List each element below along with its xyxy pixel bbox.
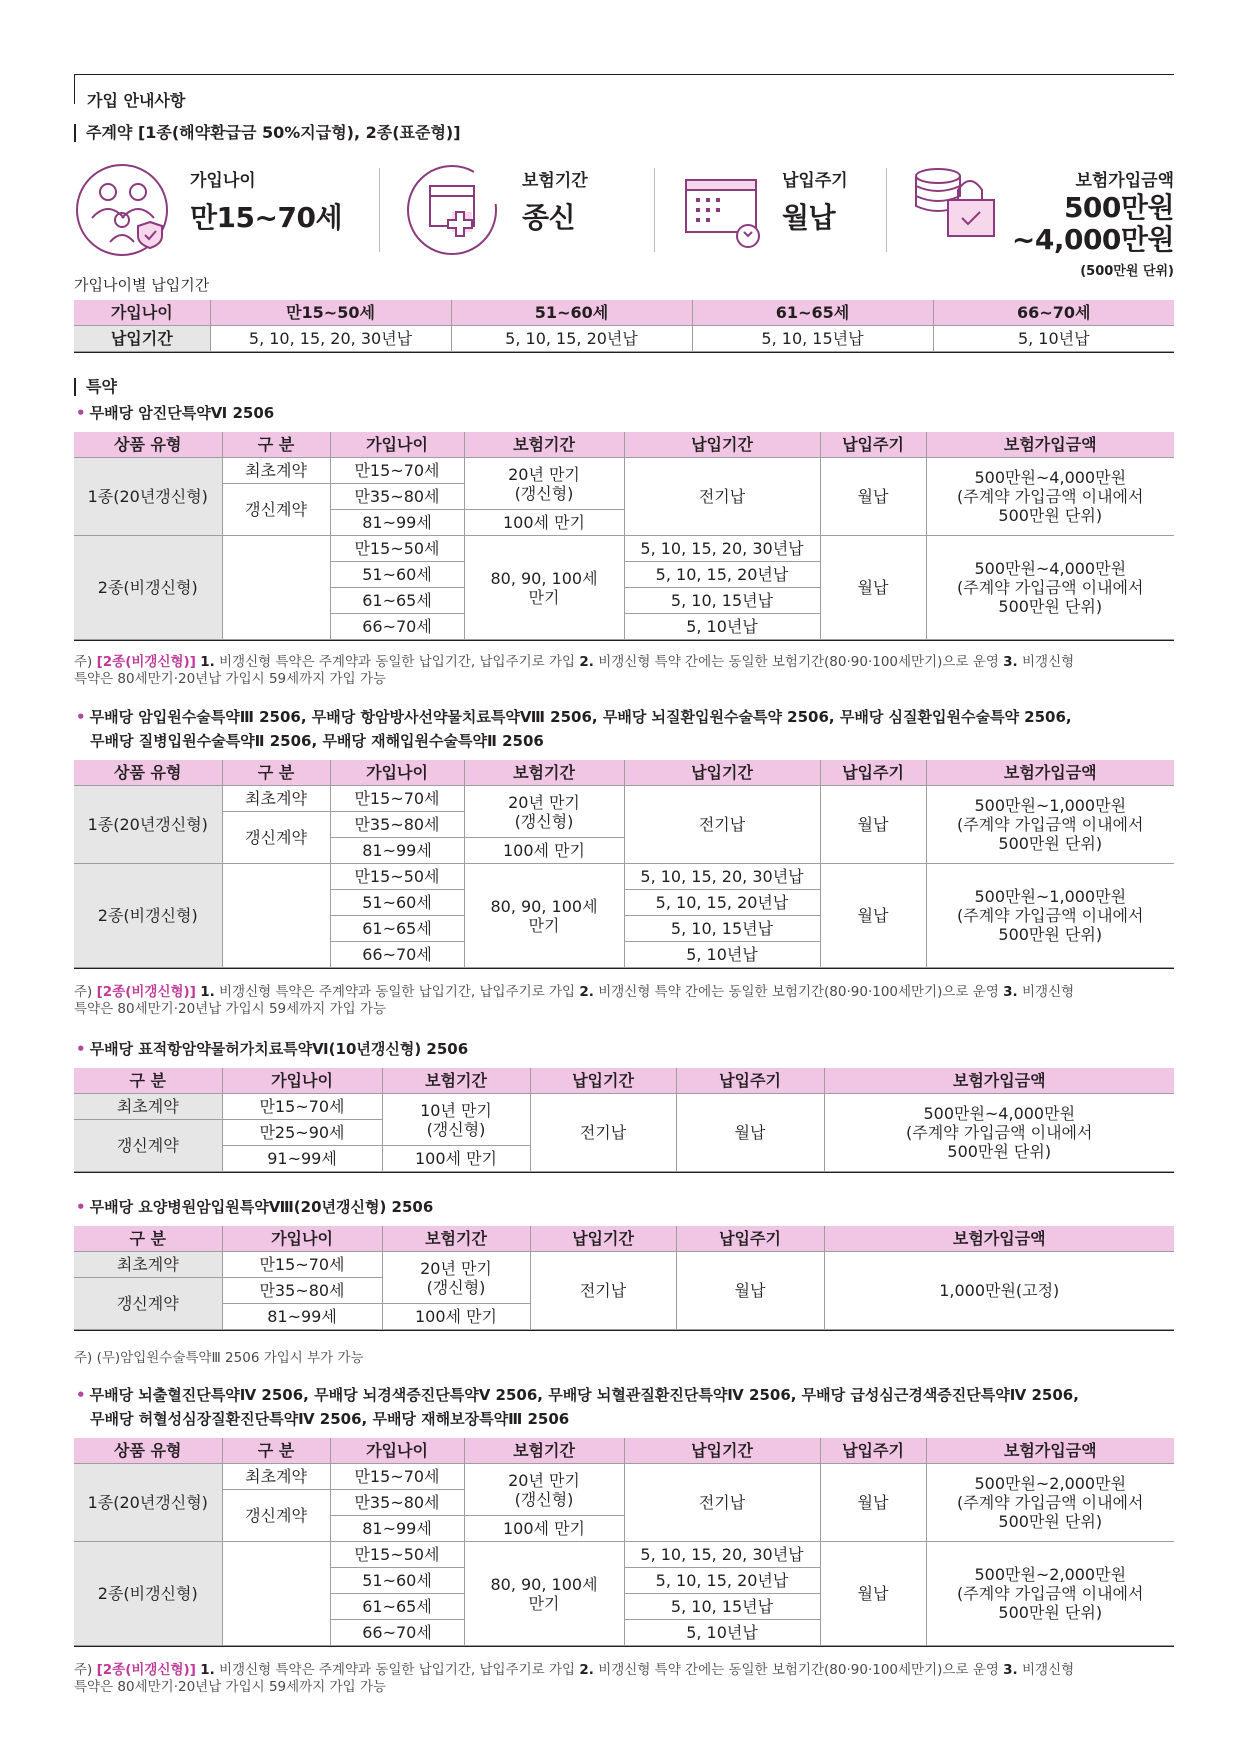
table-cell: 전기납 <box>530 1252 676 1330</box>
type-cell: 2종(비갱신형) <box>74 536 222 640</box>
col-header: 보험기간 <box>464 432 624 458</box>
table-cell: 만15~70세 <box>330 786 464 812</box>
amount-label: 보험가입금액 <box>1075 171 1174 191</box>
col-header: 보험가입금액 <box>926 1438 1174 1464</box>
type-cell: 1종(20년갱신형) <box>74 458 222 536</box>
term-icon <box>404 160 504 264</box>
term-value: 종신 <box>522 201 576 234</box>
table-cell: 66~70세 <box>330 1620 464 1646</box>
table-cell: 500만원~2,000만원 (주계약 가입금액 이내에서 500만원 단위) <box>926 1542 1174 1646</box>
riders-heading: 특약 <box>74 378 117 396</box>
table-cell <box>222 1542 330 1646</box>
col-header: 구 분 <box>74 1068 222 1094</box>
table-cell: 최초계약 <box>74 1252 222 1278</box>
rider-5-title-2: 무배당 허혈성심장질환진단특약Ⅳ 2506, 무배당 재해보장특약Ⅲ 2506 <box>90 1410 570 1428</box>
age-pay-title: 가입나이별 납입기간 <box>74 276 210 294</box>
table-cell: 500만원~1,000만원 (주계약 가입금액 이내에서 500만원 단위) <box>926 786 1174 864</box>
col-header: 보험기간 <box>382 1226 530 1252</box>
col-header: 61~65세 <box>692 300 933 326</box>
col-header: 보험기간 <box>382 1068 530 1094</box>
table-cell: 만15~50세 <box>330 1542 464 1568</box>
table-cell: 최초계약 <box>222 458 330 484</box>
table-cell: 최초계약 <box>222 1464 330 1490</box>
pay-cycle-icon <box>680 166 770 260</box>
amount-value-2: ~4,000만원 <box>1011 223 1174 256</box>
col-header: 납입기간 <box>624 760 820 786</box>
table-cell: 80, 90, 100세 만기 <box>464 536 624 640</box>
rider-2-title-2: 무배당 질병입원수술특약Ⅱ 2506, 무배당 재해입원수술특약Ⅱ 2506 <box>90 732 544 750</box>
main-contract-heading: 주계약 [1종(해약환급금 50%지급형), 2종(표준형)] <box>74 124 461 142</box>
type-cell: 1종(20년갱신형) <box>74 786 222 864</box>
table-cell: 81~99세 <box>330 510 464 536</box>
table-cell: 66~70세 <box>330 942 464 968</box>
rider-1-title: • 무배당 암진단특약Ⅵ 2506 <box>76 404 275 422</box>
rider-5-note: 주) [2종(비갱신형)] 1. 비갱신형 특약은 주계약과 동일한 납입기간, 납입주기로 가입 2. 비갱신형 특약 간에는 동일한 보험기간(80·90·100세만기)으로 운영 3. 비갱신형 특약은 80세만기·20년납 가입시 59세까지 가입 가능 <box>74 1662 1075 1695</box>
col-header: 납입기간 <box>530 1226 676 1252</box>
col-header: 가입나이 <box>74 300 210 326</box>
table-cell: 5, 10년납 <box>624 942 820 968</box>
table-cell: 만15~70세 <box>330 458 464 484</box>
rider-4-title: • 무배당 요양병원암입원특약Ⅷ(20년갱신형) 2506 <box>76 1198 434 1216</box>
table-cell: 전기납 <box>530 1094 676 1172</box>
table-cell: 월납 <box>676 1252 824 1330</box>
table-cell: 만15~70세 <box>330 1464 464 1490</box>
amount-unit-note: (500만원 단위) <box>1080 264 1174 279</box>
pay-cycle-value: 월납 <box>782 201 836 234</box>
table-cell: 5, 10, 15년납 <box>624 588 820 614</box>
rider-3-title: • 무배당 표적항암약물허가치료특약Ⅵ(10년갱신형) 2506 <box>76 1040 469 1058</box>
col-header: 만15~50세 <box>210 300 451 326</box>
rider-4-table <box>74 1226 1174 1331</box>
col-header: 납입주기 <box>820 760 926 786</box>
table-cell: 월납 <box>820 1542 926 1646</box>
table-cell: 월납 <box>820 786 926 864</box>
table-cell: 20년 만기 (갱신형) <box>382 1252 530 1304</box>
table-cell: 만35~80세 <box>330 812 464 838</box>
table-cell: 66~70세 <box>330 614 464 640</box>
page-title: 가입 안내사항 <box>87 91 186 110</box>
table-cell: 월납 <box>820 458 926 536</box>
age-icon <box>74 160 174 264</box>
col-header: 보험가입금액 <box>926 432 1174 458</box>
term-label: 보험기간 <box>522 171 588 191</box>
table-cell: 61~65세 <box>330 588 464 614</box>
col-header: 51~60세 <box>451 300 692 326</box>
rider-2-table <box>74 760 1174 969</box>
calendar-cycle-icon <box>680 166 770 256</box>
col-header: 가입나이 <box>330 432 464 458</box>
table-cell: 500만원~4,000만원 (주계약 가입금액 이내에서 500만원 단위) <box>926 458 1174 536</box>
rider-4-note: 주) (무)암입원수술특약Ⅲ 2506 가입시 부가 가능 <box>74 1350 364 1366</box>
table-cell: 전기납 <box>624 786 820 864</box>
rider-1-table <box>74 432 1174 641</box>
col-header: 보험가입금액 <box>824 1226 1174 1252</box>
age-pay-table <box>74 300 1174 353</box>
col-header: 납입기간 <box>624 432 820 458</box>
calendar-medical-icon <box>404 160 504 260</box>
table-cell: 100세 만기 <box>464 1516 624 1542</box>
col-header: 구 분 <box>222 1438 330 1464</box>
table-cell: 만25~90세 <box>222 1120 382 1146</box>
table-cell: 만15~70세 <box>222 1094 382 1120</box>
table-cell: 51~60세 <box>330 562 464 588</box>
amount-value-1: 500만원 <box>1063 191 1174 224</box>
table-cell: 5, 10, 15, 20년납 <box>451 326 692 352</box>
table-cell: 500만원~1,000만원 (주계약 가입금액 이내에서 500만원 단위) <box>926 864 1174 968</box>
table-cell: 5, 10, 15, 20년납 <box>624 1568 820 1594</box>
table-cell: 100세 만기 <box>464 510 624 536</box>
col-header: 가입나이 <box>330 1438 464 1464</box>
type-cell: 1종(20년갱신형) <box>74 1464 222 1542</box>
table-cell: 100세 만기 <box>464 838 624 864</box>
table-cell: 월납 <box>820 864 926 968</box>
table-cell: 5, 10, 15년납 <box>624 916 820 942</box>
table-cell: 51~60세 <box>330 890 464 916</box>
col-header: 상품 유형 <box>74 1438 222 1464</box>
table-cell: 만15~50세 <box>330 864 464 890</box>
col-header: 구 분 <box>74 1226 222 1252</box>
table-cell: 5, 10, 15년납 <box>624 1594 820 1620</box>
col-header: 보험기간 <box>464 1438 624 1464</box>
divider <box>379 168 380 252</box>
table-cell: 월납 <box>676 1094 824 1172</box>
coins-lock-icon <box>910 162 1010 252</box>
table-cell: 500만원~2,000만원 (주계약 가입금액 이내에서 500만원 단위) <box>926 1464 1174 1542</box>
rider-5-title: • 무배당 뇌출혈진단특약Ⅳ 2506, 무배당 뇌경색증진단특약Ⅴ 2506, 무배당 뇌혈관질환진단특약Ⅳ 2506, 무배당 급성심근경색증진단특약Ⅳ 2506, <box>76 1386 1079 1404</box>
table-cell: 20년 만기 (갱신형) <box>464 458 624 510</box>
people-shield-icon <box>74 160 174 260</box>
table-cell: 5, 10, 15, 20년납 <box>624 890 820 916</box>
table-cell: 전기납 <box>624 458 820 536</box>
table-cell: 전기납 <box>624 1464 820 1542</box>
table-cell: 만35~80세 <box>330 484 464 510</box>
col-header: 가입나이 <box>222 1226 382 1252</box>
table-cell: 5, 10, 15, 20, 30년납 <box>624 864 820 890</box>
table-cell: 51~60세 <box>330 1568 464 1594</box>
table-cell: 5, 10년납 <box>624 1620 820 1646</box>
top-rule <box>74 74 1174 75</box>
pay-cycle-label: 납입주기 <box>782 171 848 191</box>
table-cell: 81~99세 <box>330 1516 464 1542</box>
table-cell: 91~99세 <box>222 1146 382 1172</box>
table-cell: 최초계약 <box>222 786 330 812</box>
table-cell: 만15~50세 <box>330 536 464 562</box>
rider-5-table <box>74 1438 1174 1647</box>
table-cell: 5, 10, 15, 20년납 <box>624 562 820 588</box>
table-cell <box>222 536 330 640</box>
info-row <box>74 160 1174 279</box>
type-cell: 2종(비갱신형) <box>74 864 222 968</box>
table-cell: 갱신계약 <box>74 1120 222 1172</box>
table-cell: 만35~80세 <box>222 1278 382 1304</box>
table-cell: 5, 10년납 <box>624 614 820 640</box>
col-header: 상품 유형 <box>74 760 222 786</box>
table-cell: 5, 10, 15, 20, 30년납 <box>210 326 451 352</box>
table-cell: 최초계약 <box>74 1094 222 1120</box>
top-rule-corner <box>74 74 75 104</box>
table-cell: 500만원~4,000만원 (주계약 가입금액 이내에서 500만원 단위) <box>824 1094 1174 1172</box>
table-cell: 만35~80세 <box>330 1490 464 1516</box>
col-header: 납입주기 <box>820 432 926 458</box>
rider-1-note: 주) [2종(비갱신형)] 1. 비갱신형 특약은 주계약과 동일한 납입기간, 납입주기로 가입 2. 비갱신형 특약 간에는 동일한 보험기간(80·90·100세만기)으로 운영 3. 비갱신형 특약은 80세만기·20년납 가입시 59세까지 가입 가능 <box>74 654 1075 687</box>
table-cell: 갱신계약 <box>222 812 330 864</box>
table-cell: 100세 만기 <box>382 1146 530 1172</box>
type-cell: 2종(비갱신형) <box>74 1542 222 1646</box>
row-header: 납입기간 <box>74 326 210 352</box>
col-header: 가입나이 <box>330 760 464 786</box>
divider <box>886 168 887 252</box>
col-header: 가입나이 <box>222 1068 382 1094</box>
table-cell: 갱신계약 <box>222 1490 330 1542</box>
col-header: 납입기간 <box>530 1068 676 1094</box>
table-cell: 10년 만기 (갱신형) <box>382 1094 530 1146</box>
table-cell: 5, 10, 15년납 <box>692 326 933 352</box>
table-cell: 5, 10, 15, 20, 30년납 <box>624 1542 820 1568</box>
age-value: 만15~70세 <box>190 201 342 234</box>
table-cell: 월납 <box>820 1464 926 1542</box>
table-cell: 5, 10, 15, 20, 30년납 <box>624 536 820 562</box>
table-cell: 80, 90, 100세 만기 <box>464 864 624 968</box>
col-header: 납입주기 <box>676 1226 824 1252</box>
col-header: 구 분 <box>222 760 330 786</box>
col-header: 상품 유형 <box>74 432 222 458</box>
rider-2-note: 주) [2종(비갱신형)] 1. 비갱신형 특약은 주계약과 동일한 납입기간, 납입주기로 가입 2. 비갱신형 특약 간에는 동일한 보험기간(80·90·100세만기)으로 운영 3. 비갱신형 특약은 80세만기·20년납 가입시 59세까지 가입 가능 <box>74 984 1075 1017</box>
table-cell: 5, 10년납 <box>933 326 1174 352</box>
col-header: 66~70세 <box>933 300 1174 326</box>
rider-3-table <box>74 1068 1174 1173</box>
table-cell: 61~65세 <box>330 916 464 942</box>
table-cell: 20년 만기 (갱신형) <box>464 1464 624 1516</box>
table-cell: 만15~70세 <box>222 1252 382 1278</box>
table-cell: 500만원~4,000만원 (주계약 가입금액 이내에서 500만원 단위) <box>926 536 1174 640</box>
table-cell <box>222 864 330 968</box>
rider-2-title: • 무배당 암입원수술특약Ⅲ 2506, 무배당 항암방사선약물치료특약Ⅷ 2506, 무배당 뇌질환입원수술특약 2506, 무배당 심질환입원수술특약 2506, <box>76 708 1072 726</box>
col-header: 보험가입금액 <box>824 1068 1174 1094</box>
table-cell: 월납 <box>820 536 926 640</box>
table-cell: 61~65세 <box>330 1594 464 1620</box>
col-header: 납입주기 <box>676 1068 824 1094</box>
col-header: 보험기간 <box>464 760 624 786</box>
amount-icon <box>910 162 1010 256</box>
table-cell: 81~99세 <box>330 838 464 864</box>
table-cell: 81~99세 <box>222 1304 382 1330</box>
divider <box>654 168 655 252</box>
table-cell: 80, 90, 100세 만기 <box>464 1542 624 1646</box>
col-header: 보험가입금액 <box>926 760 1174 786</box>
table-cell: 20년 만기 (갱신형) <box>464 786 624 838</box>
col-header: 납입기간 <box>624 1438 820 1464</box>
table-cell: 갱신계약 <box>222 484 330 536</box>
table-cell: 1,000만원(고정) <box>824 1252 1174 1330</box>
table-cell: 100세 만기 <box>382 1304 530 1330</box>
age-label: 가입나이 <box>190 171 256 191</box>
col-header: 납입주기 <box>820 1438 926 1464</box>
col-header: 구 분 <box>222 432 330 458</box>
table-cell: 갱신계약 <box>74 1278 222 1330</box>
